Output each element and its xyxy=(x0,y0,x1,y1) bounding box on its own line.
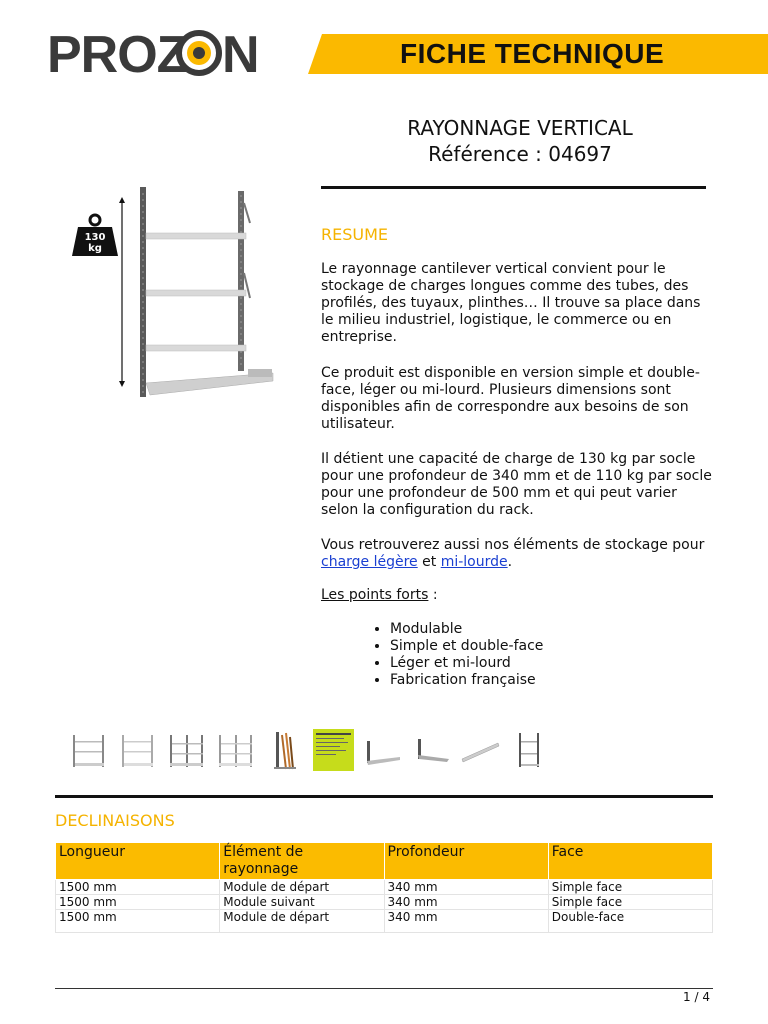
thumbnail-strip xyxy=(68,728,550,772)
strengths-label xyxy=(321,587,716,604)
text: : xyxy=(428,587,438,603)
table-row xyxy=(56,895,713,910)
table-cell: 340 mm xyxy=(384,895,548,910)
list-item: • Modulable xyxy=(390,621,543,638)
thumbnail-rack[interactable] xyxy=(215,729,256,771)
thumbnail-base[interactable] xyxy=(362,729,403,771)
text: et xyxy=(417,554,441,570)
weight-icon xyxy=(72,215,118,256)
thumbnail-upright[interactable] xyxy=(509,729,550,771)
weight-badge-unit: kg xyxy=(88,243,102,254)
text: Vous retrouverez aussi nos éléments de stockage pour xyxy=(321,537,705,553)
table-cell: Simple face xyxy=(548,895,712,910)
column-header: Longueur xyxy=(56,843,220,880)
page-number: 1 / 4 xyxy=(683,990,710,1004)
link-charge-legere[interactable]: charge légère xyxy=(321,554,418,570)
weight-badge-value: 130 xyxy=(84,232,106,243)
column-header: Élément de rayonnage xyxy=(220,843,384,880)
table-cell: Module de départ xyxy=(220,880,384,895)
table-cell: 1500 mm xyxy=(56,910,220,933)
table-row xyxy=(56,910,713,933)
list-item: • Fabrication française xyxy=(390,672,543,689)
divider xyxy=(55,795,713,798)
link-mi-lourde[interactable]: mi-lourde xyxy=(440,554,508,570)
paragraph: Il détient une capacité de charge de 130 kg par socle pour une profondeur de 340 mm et de 110 kg par socle pour une profondeur de 500 mm et qui peut varier selon la configuration du rack. xyxy=(321,451,712,518)
paragraph-links xyxy=(321,537,716,571)
column-header: Face xyxy=(548,843,712,880)
footer-divider xyxy=(55,988,713,989)
table-header-row xyxy=(56,843,713,880)
thumbnail-rack-loaded[interactable] xyxy=(264,729,305,771)
paragraph: Le rayonnage cantilever vertical convient pour le stockage de charges longues comme des tubes, des profilés, des tuyaux, plinthes… Il trouve sa place dans le milieu industriel, logistique, le commerce ou en entreprise. xyxy=(321,261,701,345)
section-heading-declinaisons: DECLINAISONS xyxy=(55,811,175,830)
divider xyxy=(321,186,706,189)
table-cell: 340 mm xyxy=(384,880,548,895)
thumbnail-rack[interactable] xyxy=(68,729,109,771)
table-cell: Simple face xyxy=(548,880,712,895)
list-item: • Léger et mi-lourd xyxy=(390,655,543,672)
column-header: Profondeur xyxy=(384,843,548,880)
table-row xyxy=(56,880,713,895)
declinaisons-table xyxy=(55,842,713,933)
text: . xyxy=(507,554,513,570)
svg-text:PROZ: PROZ xyxy=(47,28,188,78)
product-image xyxy=(68,183,276,408)
strengths-list xyxy=(372,621,543,689)
table-cell: Double-face xyxy=(548,910,712,933)
section-heading-resume: RESUME xyxy=(321,225,389,244)
thumbnail-document[interactable] xyxy=(313,729,354,771)
thumbnail-bar[interactable] xyxy=(460,729,501,771)
table-cell: Module de départ xyxy=(220,910,384,933)
thumbnail-rack[interactable] xyxy=(166,729,207,771)
prozon-logo xyxy=(47,28,287,78)
banner-title: FICHE TECHNIQUE xyxy=(400,38,665,69)
strengths-title: Les points forts xyxy=(321,587,429,603)
thumbnail-base[interactable] xyxy=(411,729,452,771)
thumbnail-rack[interactable] xyxy=(117,729,158,771)
table-cell: 1500 mm xyxy=(56,895,220,910)
svg-text:N: N xyxy=(222,28,260,78)
table-cell: 340 mm xyxy=(384,910,548,933)
paragraph: Ce produit est disponible en version simple et double-face, léger ou mi-lourd. Plusieurs dimensions sont disponibles afin de correspondre aux besoins de son utilisateur. xyxy=(321,365,700,432)
table-cell: 1500 mm xyxy=(56,880,220,895)
table-cell: Module suivant xyxy=(220,895,384,910)
product-reference: Référence : 04697 xyxy=(428,142,612,166)
list-item: • Simple et double-face xyxy=(390,638,543,655)
product-title: RAYONNAGE VERTICAL xyxy=(407,116,633,140)
